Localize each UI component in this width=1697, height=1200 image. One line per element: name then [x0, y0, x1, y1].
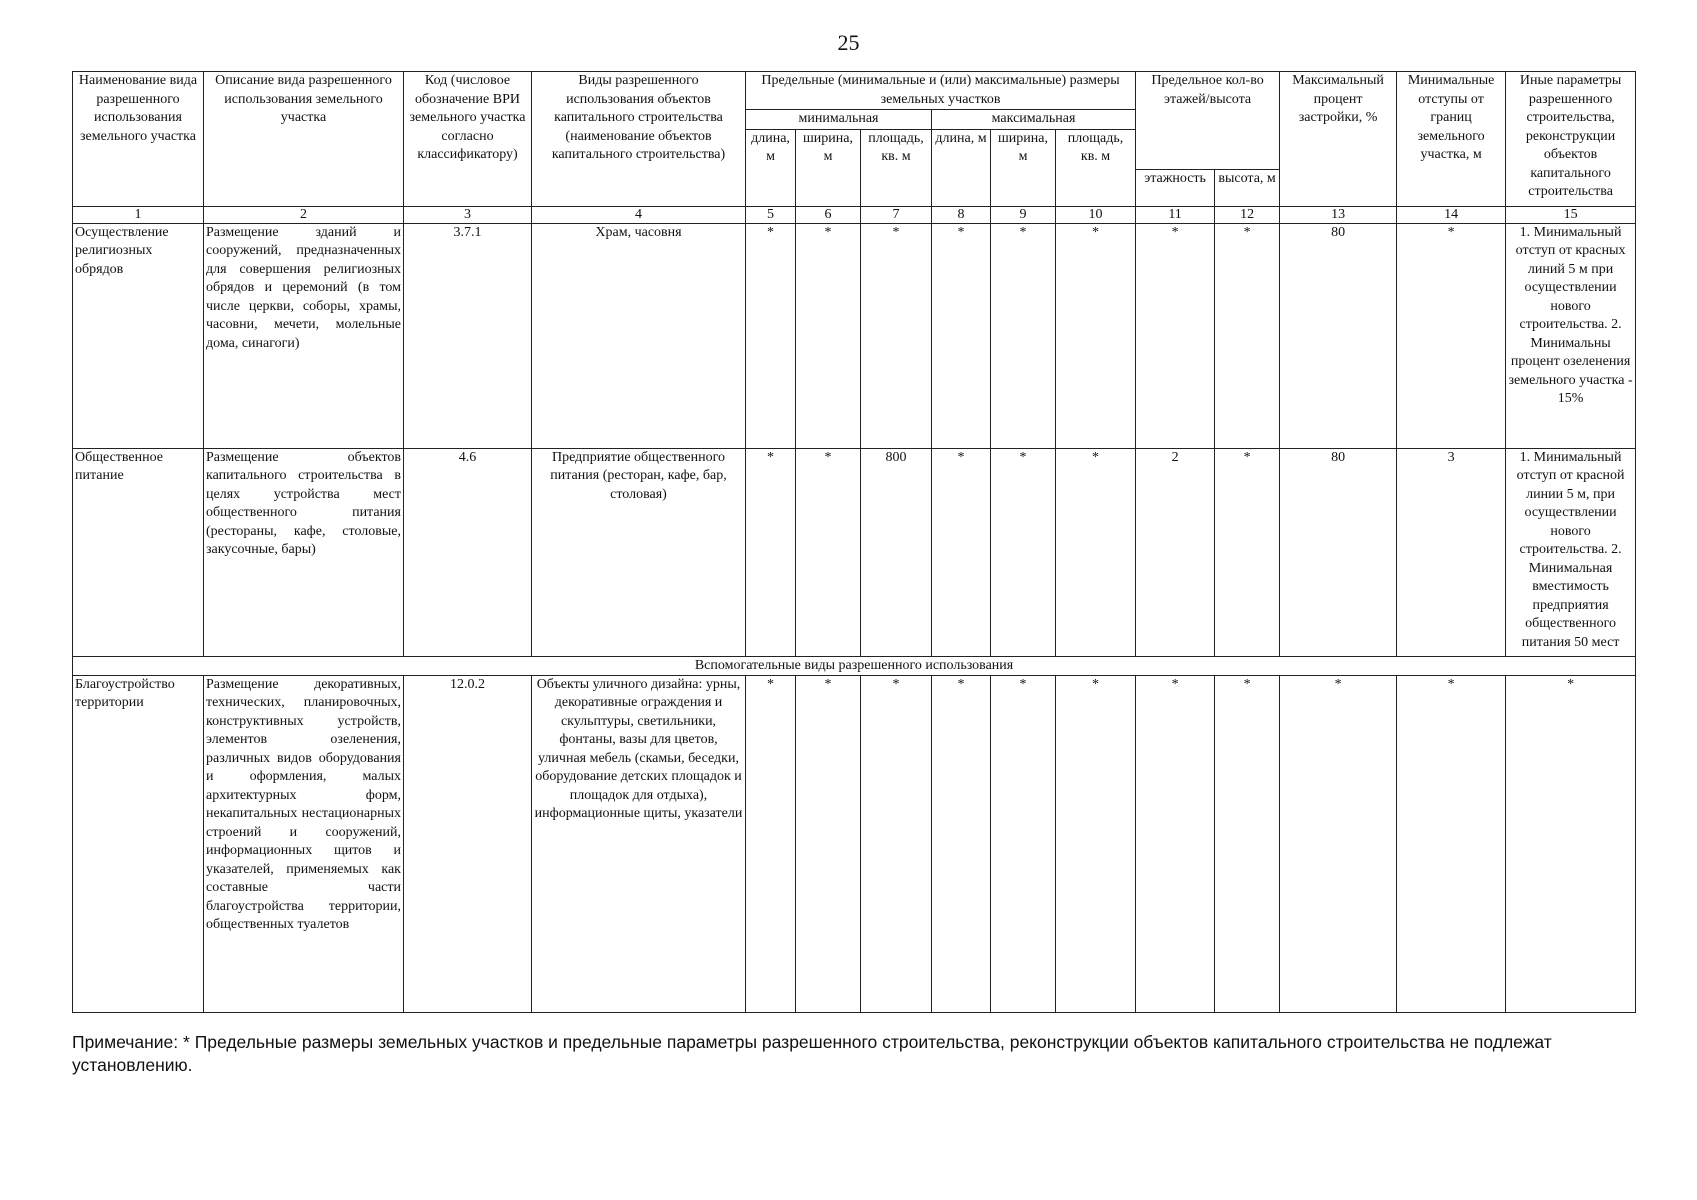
header-max: максимальная [932, 110, 1136, 130]
header-limits: Предельные (минимальные и (или) максимальные) размеры земельных участков [746, 72, 1136, 110]
table-row [73, 675, 1636, 1012]
header-min-offsets: Минимальные отступы от границ земельного участка, м [1397, 72, 1506, 207]
row-value: * [1136, 675, 1215, 1012]
column-number: 9 [991, 206, 1056, 223]
header-min: минимальная [746, 110, 932, 130]
header-min-length: длина, м [746, 129, 796, 206]
row-name: Общественное питание [73, 448, 204, 656]
row-value: * [991, 675, 1056, 1012]
column-number: 10 [1056, 206, 1136, 223]
column-number: 3 [404, 206, 532, 223]
row-value: * [796, 223, 861, 448]
row-value: * [1215, 675, 1280, 1012]
row-other: * [1506, 675, 1636, 1012]
column-number: 8 [932, 206, 991, 223]
header-floors-group: Предельное кол-во этажей/высота [1136, 72, 1280, 170]
column-numbers-row [73, 206, 1636, 223]
column-number: 14 [1397, 206, 1506, 223]
column-number: 5 [746, 206, 796, 223]
row-other: 1. Минимальный отступ от красных линий 5 м при осуществлении нового строительства. 2. Минимальны процент озеленения земельного участка - 15% [1506, 223, 1636, 448]
row-value: * [796, 448, 861, 656]
table-row [73, 448, 1636, 656]
row-description: Размещение декоративных, технических, планировочных, конструктивных устройств, элементов озеленения, различных видов оборудования и оформления, малых архитектурных форм, некапитальных нестационарных строений и сооружений, информационных щитов и указателей, применяемых как составные части благоустройства территории, общественных туалетов [204, 675, 404, 1012]
row-value: * [991, 448, 1056, 656]
column-number: 12 [1215, 206, 1280, 223]
row-value: 80 [1280, 223, 1397, 448]
row-value: * [1215, 223, 1280, 448]
footnote: Примечание: * Предельные размеры земельных участков и предельные параметры разрешенного строительства, реконструкции объектов капитального строительства не подлежат установлению. [72, 1032, 1552, 1075]
column-number: 11 [1136, 206, 1215, 223]
column-number: 15 [1506, 206, 1636, 223]
row-code: 12.0.2 [404, 675, 532, 1012]
row-description: Размещение объектов капитального строительства в целях устройства мест общественного питания (рестораны, кафе, столовые, закусочные, бары) [204, 448, 404, 656]
header-max-length: длина, м [932, 129, 991, 206]
row-value: * [746, 448, 796, 656]
row-value: 2 [1136, 448, 1215, 656]
row-value: * [1056, 448, 1136, 656]
header-kinds: Виды разрешенного использования объектов капитального строительства (наименование объектов капитального строительства) [532, 72, 746, 207]
column-number: 1 [73, 206, 204, 223]
row-value: * [1397, 223, 1506, 448]
row-value: * [1280, 675, 1397, 1012]
row-value: * [1397, 675, 1506, 1012]
header-row-1 [73, 72, 1636, 110]
row-value: * [746, 223, 796, 448]
table-row [73, 223, 1636, 448]
column-number: 2 [204, 206, 404, 223]
header-max-width: ширина, м [991, 129, 1056, 206]
row-name: Осуществление религиозных обрядов [73, 223, 204, 448]
page-number: 25 [837, 30, 860, 55]
row-value: * [1136, 223, 1215, 448]
column-number: 7 [861, 206, 932, 223]
column-number: 13 [1280, 206, 1397, 223]
header-code: Код (числовое обозначение ВРИ земельного участка согласно классификатору) [404, 72, 532, 207]
row-value: * [796, 675, 861, 1012]
row-kinds: Объекты уличного дизайна: урны, декоративные ограждения и скульптуры, светильники, фонтаны, вазы для цветов, уличная мебель (скамьи, беседки, оборудование детских площадок и площадок для отдыха), информационные щиты, указатели [532, 675, 746, 1012]
header-height: высота, м [1215, 169, 1280, 206]
row-name: Благоустройство территории [73, 675, 204, 1012]
row-value: * [1215, 448, 1280, 656]
header-min-width: ширина, м [796, 129, 861, 206]
section-title: Вспомогательные виды разрешенного использования [73, 656, 1636, 675]
row-value: * [932, 223, 991, 448]
land-use-table [72, 71, 1636, 1013]
header-other: Иные параметры разрешенного строительства, реконструкции объектов капитального строительства [1506, 72, 1636, 207]
row-value: 3 [1397, 448, 1506, 656]
column-number: 4 [532, 206, 746, 223]
row-code: 3.7.1 [404, 223, 532, 448]
row-other: 1. Минимальный отступ от красной линии 5 м, при осуществлении нового строительства. 2. Минимальная вместимость предприятия общественного питания 50 мест [1506, 448, 1636, 656]
row-value: * [932, 675, 991, 1012]
header-description: Описание вида разрешенного использования земельного участка [204, 72, 404, 207]
row-kinds: Храм, часовня [532, 223, 746, 448]
header-min-area: площадь, кв. м [861, 129, 932, 206]
row-value: * [1056, 223, 1136, 448]
row-value: * [746, 675, 796, 1012]
row-kinds: Предприятие общественного питания (ресторан, кафе, бар, столовая) [532, 448, 746, 656]
header-max-area: площадь, кв. м [1056, 129, 1136, 206]
row-value: * [861, 223, 932, 448]
row-value: 80 [1280, 448, 1397, 656]
section-row [73, 656, 1636, 675]
header-name: Наименование вида разрешенного использования земельного участка [73, 72, 204, 207]
column-number: 6 [796, 206, 861, 223]
row-value: * [861, 675, 932, 1012]
row-value: 800 [861, 448, 932, 656]
row-code: 4.6 [404, 448, 532, 656]
row-value: * [932, 448, 991, 656]
header-max-percent: Максимальный процент застройки, % [1280, 72, 1397, 207]
row-description: Размещение зданий и сооружений, предназначенных для совершения религиозных обрядов и церемоний (в том числе церкви, соборы, храмы, часовни, мечети, молельные дома, синагоги) [204, 223, 404, 448]
row-value: * [991, 223, 1056, 448]
header-floors: этажность [1136, 169, 1215, 206]
row-value: * [1056, 675, 1136, 1012]
